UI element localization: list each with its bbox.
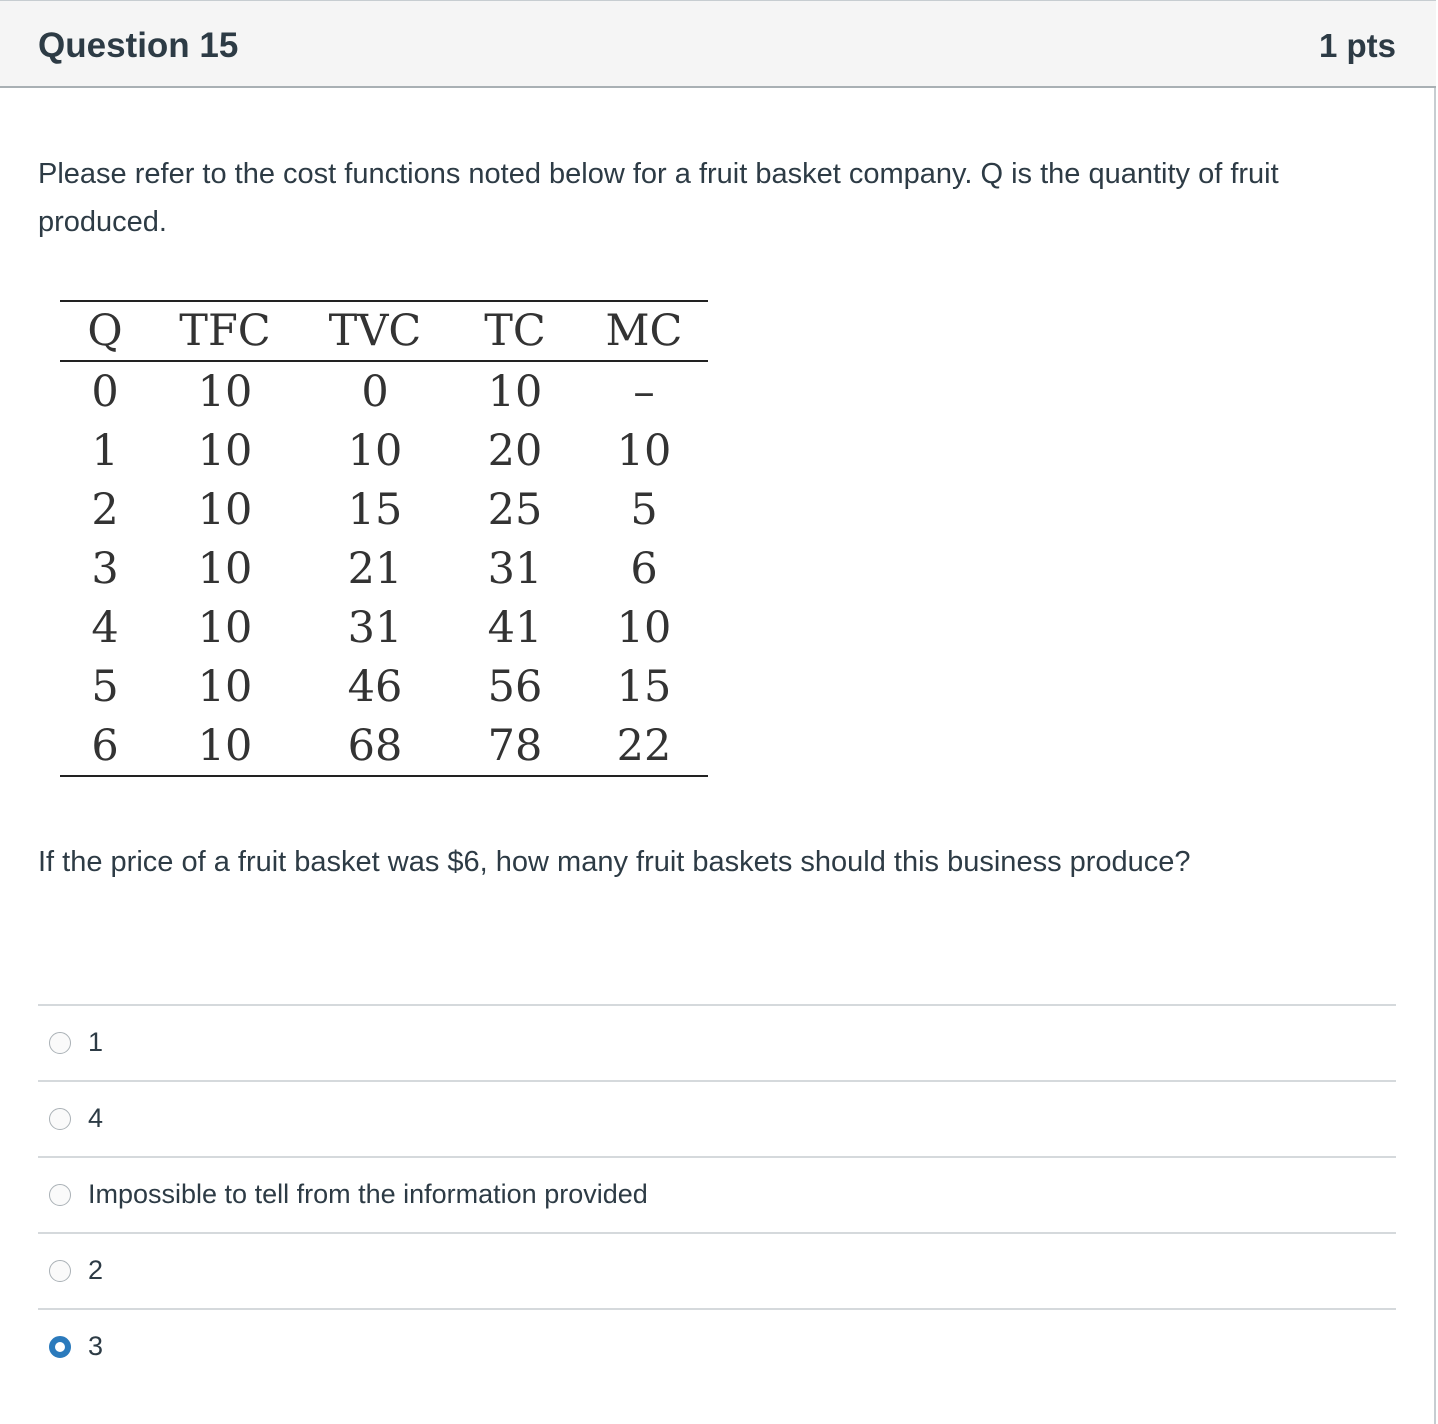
cell-tc: 56 [487, 661, 543, 712]
radio-button[interactable] [49, 1184, 71, 1206]
answer-label[interactable]: 2 [88, 1255, 104, 1285]
cell-q: 3 [91, 543, 119, 594]
cell-tfc: 10 [197, 366, 253, 417]
table-row [60, 539, 708, 598]
answer-label[interactable]: 3 [88, 1331, 104, 1361]
header-q: Q [60, 301, 150, 361]
radio-button[interactable] [49, 1108, 71, 1130]
cell-tvc: 68 [300, 716, 450, 776]
cell-tc: 31 [487, 543, 543, 594]
radio-button[interactable] [49, 1336, 71, 1358]
question-title: Question 15 [38, 26, 239, 65]
cell-q: 5 [91, 661, 119, 712]
cell-q: 1 [91, 425, 119, 476]
cell-mc: 5 [630, 484, 658, 535]
cell-q: 2 [91, 484, 119, 535]
cell-tvc: 21 [347, 543, 403, 594]
cell-tc: 41 [487, 602, 543, 653]
cell-tc: 78 [450, 716, 580, 776]
cell-tvc: 10 [347, 425, 403, 476]
table-row [60, 421, 708, 480]
answer-label[interactable]: 4 [88, 1103, 104, 1133]
cell-tfc: 10 [150, 716, 300, 776]
cell-tfc: 10 [197, 661, 253, 712]
answer-label[interactable]: 1 [88, 1027, 104, 1057]
answer-option[interactable] [38, 1232, 1396, 1308]
cell-tfc: 10 [197, 425, 253, 476]
question-followup: If the price of a fruit basket was $6, how many fruit baskets should this business produce? [38, 846, 1191, 878]
cell-q: 0 [91, 366, 119, 417]
cell-tc: 20 [487, 425, 543, 476]
cell-tc: 25 [487, 484, 543, 535]
header-tfc: TFC [150, 301, 300, 361]
cell-tfc: 10 [197, 543, 253, 594]
cell-tfc: 10 [197, 602, 253, 653]
radio-button[interactable] [49, 1260, 71, 1282]
question-prompt: Please refer to the cost functions noted below for a fruit basket company. Q is the quantity of fruit produced. [38, 158, 1279, 238]
question-points: 1 pts [1318, 27, 1396, 64]
cell-tfc: 10 [197, 484, 253, 535]
cell-q: 4 [91, 602, 119, 653]
cell-mc: 10 [616, 425, 672, 476]
cell-tvc: 15 [347, 484, 403, 535]
answer-option[interactable] [38, 1004, 1396, 1080]
header-tvc: TVC [300, 301, 450, 361]
cell-mc: 6 [630, 543, 658, 594]
cell-mc: – [633, 366, 655, 417]
cell-tvc: 0 [361, 366, 389, 417]
answer-list [38, 1004, 1396, 1384]
table-row [60, 480, 708, 539]
radio-button[interactable] [49, 1032, 71, 1054]
answer-label[interactable]: Impossible to tell from the information provided [88, 1179, 648, 1209]
cell-tvc: 31 [347, 602, 403, 653]
table-row [60, 361, 708, 421]
table-row [60, 657, 708, 716]
cell-mc: 15 [616, 661, 672, 712]
answer-option[interactable] [38, 1080, 1396, 1156]
answer-option[interactable] [38, 1156, 1396, 1232]
table-row [60, 716, 708, 776]
cell-mc: 10 [616, 602, 672, 653]
cell-tvc: 46 [347, 661, 403, 712]
question-header [0, 0, 1436, 88]
cost-functions-table [60, 300, 708, 777]
table-header-row [60, 301, 708, 361]
header-tc: TC [450, 301, 580, 361]
cell-mc: 22 [580, 716, 708, 776]
answer-option[interactable] [38, 1308, 1396, 1384]
cell-tc: 10 [487, 366, 543, 417]
table-row [60, 598, 708, 657]
header-mc: MC [580, 301, 708, 361]
cell-q: 6 [60, 716, 150, 776]
